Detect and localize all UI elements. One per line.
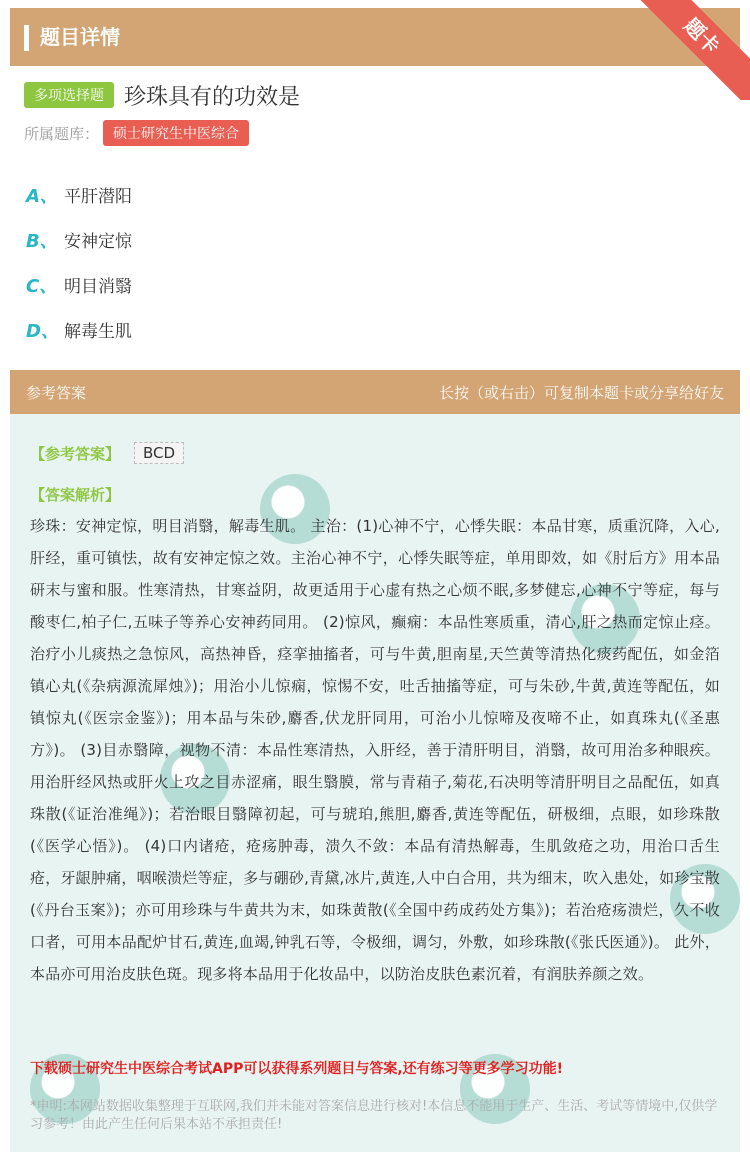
question-line	[24, 80, 300, 110]
question-type-badge: 多项选择题	[24, 82, 114, 108]
option-d[interactable]	[26, 307, 132, 352]
answer-bar-title: 参考答案	[26, 384, 87, 402]
share-hint: 长按（或右击）可复制本题卡或分享给好友	[438, 384, 724, 402]
reference-answer	[30, 442, 184, 464]
header-accent	[24, 25, 29, 51]
option-letter: B、	[26, 230, 58, 252]
bank-badge[interactable]: 硕士研究生中医综合	[103, 120, 249, 146]
option-text: 解毒生肌	[64, 322, 132, 342]
options-list	[26, 172, 132, 352]
bank-label: 所属题库：	[24, 124, 100, 143]
answer-panel	[10, 414, 740, 1152]
option-b[interactable]	[26, 217, 132, 262]
page-title: 题目详情	[40, 25, 120, 49]
option-text: 明目消翳	[64, 277, 132, 297]
corner-tag-label: 题卡	[633, 0, 750, 100]
disclaimer: *申明:本网站数据收集整理于互联网,我们并未能对答案信息进行核对!本信息不能用于生产、生活、考试等情境中,仅供学习参考！由此产生任何后果本站不承担责任!	[30, 1099, 718, 1132]
answer-bar	[10, 370, 740, 414]
option-letter: A、	[26, 185, 58, 207]
analysis-text: 珍珠：安神定惊，明目消翳，解毒生肌。 主治：(1)心神不宁，心悸失眠：本品甘寒，质重沉降，入心,肝经，重可镇怯，故有安神定惊之效。主治心神不宁，心悸失眠等症，单用即效，如《肘后方》用本品研末与蜜和服。性寒清热，甘寒益阴，故更适用于心虚有热之心烦不眠,多梦健忘,心神不宁等症，每与酸枣仁,柏子仁,五味子等养心安神药同用。 (2)惊风，癫痫：本品性寒质重，清心,肝之热而定惊止痉。治疗小儿痰热之急惊风，高热神昏，痉挛抽搐者，可与牛黄,胆南星,天竺黄等清热化痰药配伍，如金箔镇心丸(《杂病源流犀烛》)；用治小儿惊痫，惊惕不安，吐舌抽搐等症，可与朱砂,牛黄,黄连等配伍，如镇惊丸(《医宗金鉴》)；用本品与朱砂,麝香,伏龙肝同用，可治小儿惊啼及夜啼不止，如真珠丸(《圣惠方》)。 (3)目赤翳障，视物不清：本品性寒清热，入肝经，善于清肝明目，消翳，故可用治多种眼疾。用治肝经风热或肝火上攻之目赤涩痛，眼生翳膜，常与青葙子,菊花,石决明等清肝明目之品配伍，如真珠散(《证治准绳》)；若治眼目翳障初起，可与琥珀,熊胆,麝香,黄连等配伍，研极细，点眼，如珍珠散(《医学心悟》)。 (4)口内诸疮，疮疡肿毒，溃久不敛：本品有清热解毒，生肌敛疮之功，用治口舌生疮，牙龈肿痛，咽喉溃烂等症，多与硼砂,青黛,冰片,黄连,人中白合用，共为细末，吹入患处，如珍宝散(《丹台玉案》)；亦可用珍珠与牛黄共为末，如珠黄散(《全国中药成药处方集》)；若治疮疡溃烂，久不收口者，可用本品配炉甘石,黄连,血竭,钟乳石等，令极细，调匀，外敷，如珍珠散(《张氏医通》)。 此外，本品亦可用治皮肤色斑。现多将本品用于化妆品中，以防治皮肤色素沉着，有润肤养颜之效。	[30, 517, 720, 983]
answer-value: BCD	[134, 442, 184, 464]
bank-line	[24, 120, 249, 146]
option-c[interactable]	[26, 262, 132, 307]
answer-label: 【参考答案】	[30, 444, 121, 463]
option-text: 安神定惊	[64, 232, 132, 252]
option-letter: D、	[26, 320, 59, 342]
option-a[interactable]	[26, 172, 132, 217]
question-title: 珍珠具有的功效是	[124, 84, 301, 110]
app-promo-link[interactable]: 下载硕士研究生中医综合考试APP可以获得系列题目与答案,还有练习等更多学习功能!	[30, 1061, 564, 1077]
option-text: 平肝潜阳	[64, 187, 132, 207]
analysis-label: 【答案解析】	[30, 486, 121, 504]
option-letter: C、	[26, 275, 58, 297]
corner-tag	[630, 0, 750, 100]
